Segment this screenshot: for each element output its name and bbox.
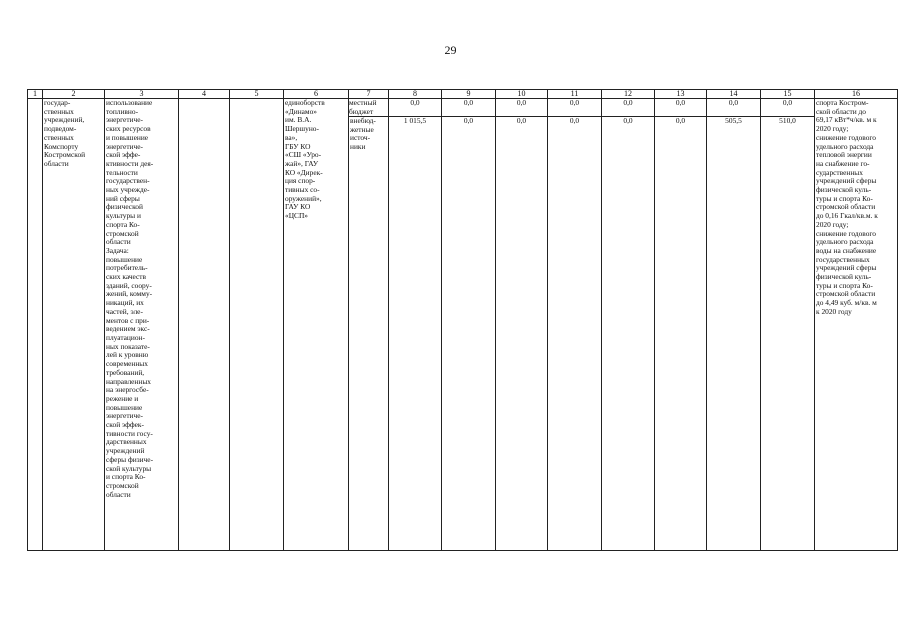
text-line: ных учрежде-	[106, 186, 150, 195]
text-line: ственных	[44, 133, 74, 142]
value-extra: 505,5	[725, 116, 742, 125]
cell-year-15	[761, 99, 815, 551]
text-line: ведением экс-	[106, 325, 150, 334]
text-line: физической куль-	[816, 186, 872, 195]
text-line: государ-	[44, 99, 71, 107]
page-number: 29	[444, 43, 457, 57]
cell-expected-results	[815, 99, 898, 551]
text-line: бюджет	[349, 107, 374, 116]
column-number: 7	[349, 90, 389, 99]
text-line: тепловой энергии	[816, 151, 872, 160]
text-line: энергетиче-	[106, 412, 143, 421]
text-line: стромской области	[816, 290, 876, 299]
text-line: до 4,49 куб. м/кв. м	[816, 299, 877, 308]
text-line: ментов с при-	[106, 316, 150, 325]
text-line: повышение	[106, 255, 143, 264]
text-line: области	[106, 490, 131, 499]
value-extra: 0,0	[569, 116, 580, 125]
text-line: сударственных	[816, 168, 863, 177]
text-line: «ЦСП»	[285, 212, 308, 221]
executors-text	[285, 99, 347, 221]
text-line: дарственных	[106, 438, 147, 447]
text-line: топливно-	[106, 107, 139, 116]
text-line: на снабжение го-	[816, 159, 870, 168]
text-line: Комспорту	[44, 142, 79, 151]
column-number: 12	[602, 90, 655, 99]
text-line: КО «Дирек-	[285, 168, 323, 177]
text-line: физической куль-	[816, 273, 872, 282]
text-line: удельного расхода	[816, 142, 874, 151]
text-line: ники	[350, 143, 366, 152]
cell-col1	[28, 99, 43, 551]
column-number: 8	[389, 90, 442, 99]
cell-year-12	[602, 99, 655, 551]
cell-year-13	[655, 99, 707, 551]
value-local-total: 0,0	[389, 99, 441, 117]
text-line: ция спор-	[285, 177, 316, 186]
text-line: и спорта Ко-	[106, 473, 146, 482]
text-line: государственных	[816, 255, 870, 264]
cell-year-10	[496, 99, 548, 551]
column-number: 6	[284, 90, 349, 99]
text-line: никаций, их	[106, 299, 144, 308]
text-line: спорта Костром-	[816, 99, 869, 107]
funding-extra-budget	[349, 117, 388, 152]
text-line: тельности	[106, 168, 138, 177]
text-line: ской области до	[816, 107, 867, 116]
table-row	[28, 99, 898, 551]
text-line: государствен-	[106, 177, 150, 186]
text-line: ГБУ КО	[285, 142, 311, 151]
value-extra: 510,0	[779, 116, 796, 125]
text-line: туры и спорта Ко-	[816, 281, 873, 290]
column-number: 3	[105, 90, 179, 99]
cell-total	[389, 99, 442, 551]
text-line: требований,	[106, 368, 145, 377]
cell-funding-source	[349, 99, 389, 551]
text-line: ских ресурсов	[106, 125, 151, 134]
text-line: ных показате-	[106, 342, 150, 351]
text-line: современных	[106, 360, 148, 369]
text-line: ской эффе-	[106, 151, 141, 160]
column-number: 15	[761, 90, 815, 99]
text-line: воды на снабжение	[816, 246, 877, 255]
value-local: 0,0	[761, 99, 814, 117]
text-line: туры и спорта Ко-	[816, 194, 873, 203]
column-number: 16	[815, 90, 898, 99]
column-number: 9	[442, 90, 496, 99]
text-line: ктивности дея-	[106, 159, 154, 168]
text-line: энергетиче-	[106, 116, 143, 125]
text-line: 69,17 кВт*ч/кв. м к	[816, 116, 877, 125]
text-line: источ-	[350, 134, 371, 143]
text-line: им. В.А.	[285, 116, 312, 125]
text-line: единоборств	[285, 99, 325, 107]
text-line: жай», ГАУ	[285, 159, 319, 168]
program-table	[27, 89, 898, 551]
text-line: тивных со-	[285, 186, 320, 195]
cell-year-14	[707, 99, 761, 551]
cell-task-description	[105, 99, 179, 551]
funding-local-budget	[348, 99, 389, 117]
text-line: зданий, соору-	[106, 281, 152, 290]
text-line: Задача:	[106, 246, 129, 255]
text-line: потребитель-	[106, 264, 148, 273]
text-line: учреждений сферы	[816, 177, 877, 186]
column-number: 2	[43, 90, 105, 99]
value-extra: 0,0	[516, 116, 527, 125]
value-local: 0,0	[548, 99, 601, 117]
cell-col4	[179, 99, 230, 551]
cell-institutions	[43, 99, 105, 551]
value-local: 0,0	[496, 99, 547, 117]
column-number: 10	[496, 90, 548, 99]
text-line: снижение годового	[816, 229, 876, 238]
text-line: ских качеств	[106, 273, 147, 282]
text-line: «СШ «Уро-	[285, 151, 322, 160]
text-line: внебюд-	[350, 117, 376, 125]
text-line: Шершуно-	[285, 125, 319, 134]
text-line: спорта Ко-	[106, 220, 140, 229]
column-number: 4	[179, 90, 230, 99]
text-line: тивности госу-	[106, 429, 153, 438]
text-line: области	[106, 238, 131, 247]
column-number: 11	[548, 90, 602, 99]
text-line: Костромской	[44, 151, 86, 160]
expected-results-text	[816, 99, 896, 317]
text-line: до 0,16 Гкал/кв.м. к	[816, 212, 878, 221]
text-line: жетные	[350, 125, 374, 134]
text-line: оружений»,	[285, 194, 322, 203]
text-line: учреждений сферы	[816, 264, 877, 273]
text-line: лей к уровню	[106, 351, 149, 360]
text-line: частей, эле-	[106, 307, 143, 316]
text-line: ской эффек-	[106, 421, 144, 430]
text-line: снижение годового	[816, 133, 876, 142]
column-number: 13	[655, 90, 707, 99]
text-line: ва»,	[285, 133, 298, 142]
text-line: повышение	[106, 403, 143, 412]
column-number: 14	[707, 90, 761, 99]
institutions-text	[44, 99, 103, 169]
value-local: 0,0	[655, 99, 706, 117]
task-description-text	[106, 99, 177, 499]
text-line: стромской	[106, 481, 139, 490]
text-line: подведом-	[44, 125, 77, 134]
text-line: к 2020 году	[816, 307, 852, 316]
text-line: сферы физиче-	[106, 455, 154, 464]
text-line: ской культуры	[106, 464, 152, 473]
cell-year-9	[442, 99, 496, 551]
value-local: 0,0	[602, 99, 654, 117]
text-line: ГАУ КО	[285, 203, 311, 212]
value-extra: 0,0	[675, 116, 686, 125]
text-line: и повышение	[106, 133, 149, 142]
text-line: физической	[106, 203, 143, 212]
text-line: использование	[106, 99, 153, 107]
cell-col5	[230, 99, 284, 551]
cell-year-11	[548, 99, 602, 551]
text-line: «Динамо»	[285, 107, 317, 116]
text-line: энергетиче-	[106, 142, 143, 151]
value-extra-total: 1 015,5	[403, 116, 427, 125]
text-line: местный	[349, 99, 377, 107]
text-line: плуатацион-	[106, 333, 145, 342]
value-extra: 0,0	[623, 116, 633, 125]
text-line: учреждений,	[44, 116, 85, 125]
text-line: области	[44, 159, 69, 168]
text-line: стромской	[106, 229, 139, 238]
text-line: на энергосбе-	[106, 386, 149, 395]
text-line: культуры и	[106, 212, 141, 221]
text-line: 2020 году;	[816, 220, 849, 229]
text-line: режение и	[106, 394, 139, 403]
column-number: 5	[230, 90, 284, 99]
text-line: стромской области	[816, 203, 876, 212]
text-line: учреждений	[106, 447, 145, 456]
column-number: 1	[28, 90, 43, 99]
value-local: 0,0	[707, 99, 760, 117]
text-line: удельного расхода	[816, 238, 874, 247]
cell-executors	[284, 99, 349, 551]
value-local: 0,0	[442, 99, 495, 117]
text-line: жений, комму-	[106, 290, 153, 299]
text-line: направленных	[106, 377, 152, 386]
text-line: ственных	[44, 107, 74, 116]
value-extra: 0,0	[463, 116, 474, 125]
text-line: 2020 году;	[816, 125, 849, 134]
column-number-row	[28, 90, 898, 99]
text-line: ний сферы	[106, 194, 140, 203]
